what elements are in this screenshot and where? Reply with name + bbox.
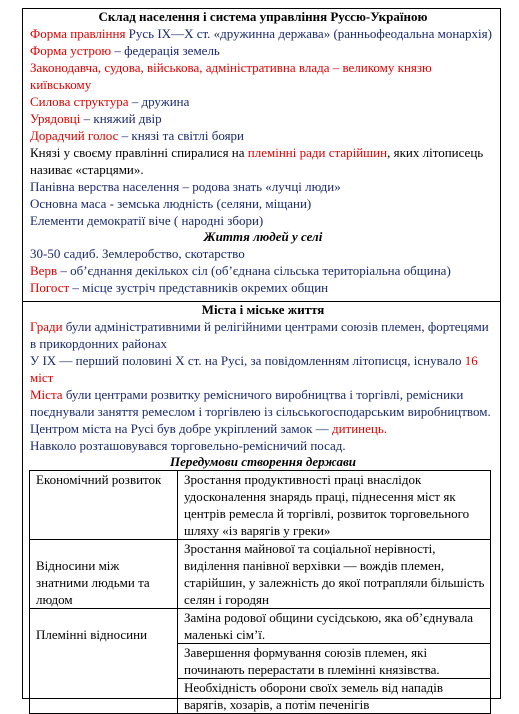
table-row: [30, 540, 491, 609]
row-grady: Гради були адміністративними й релігійними центрами союзів племен, фортецями в прикордонних районах: [30, 319, 489, 351]
cities-and-prerequisites-box: [22, 302, 501, 712]
table-cell-right: Зростання продуктивності праці внаслідок удосконалення знарядь праці, піднесення міст як центрів ремесла й торгівлі, розвиток торговельного шляху «із варягів у греки»: [178, 471, 491, 540]
prerequisites-table: [29, 470, 491, 714]
label-form-of-government: Форма правління: [30, 26, 126, 41]
table-cell-right: Завершення формування союзів племен, які починають перерастати в племінні князівства.: [178, 644, 491, 679]
section-title-composition: Склад населення і система управління Руссю-Україною: [98, 9, 428, 24]
row-form-of-structure: Форма устрою – федерація земель: [30, 43, 220, 58]
table-cell-right: Заміна родової общини сусідською, яка об’єднувала маленькі сім’ї.: [178, 609, 491, 644]
row-homesteads: 30-50 садиб. Землеробство, скотарство: [30, 246, 245, 261]
row-officials: Урядовці – княжий двір: [30, 111, 162, 126]
table-cell-left: Економічний розвиток: [30, 471, 178, 540]
table-cell-right: Необхідність оборони своїх земель від нападів варягів, хозарів, а потім печенігів: [178, 679, 491, 714]
row-main-mass: Основна маса - земська людність (селяни, міщани): [30, 196, 312, 211]
row-ruling-stratum: Панівна верства населення – родова знать «лучці люди»: [30, 179, 341, 194]
document-page: [22, 8, 501, 712]
row-cities-centers: Міста були центрами розвитку ремісничого виробництва і торгівлі, ремісники поєднували заняття ремеслом і торгівлею із сільськогосподарським виробництвом.: [30, 387, 491, 419]
row-16-cities: У IX — перший половині X ст. на Русі, за повідомленням літописця, існувало 16 міст: [30, 353, 478, 385]
section-title-village: Життя людей у селі: [203, 229, 323, 244]
table-cell-left: Племінні відносини: [30, 609, 178, 714]
row-power: Законодавча, судова, військова, адміністративна влада – великому князю київському: [30, 60, 432, 92]
row-democracy: Елементи демократії віче ( народні збори): [30, 213, 264, 228]
row-advisory-voice: Дорадчий голос – князі та світлі бояри: [30, 128, 245, 143]
row-force-structure: Силова структура – дружина: [30, 94, 190, 109]
section-title-cities: Міста і міське життя: [201, 302, 325, 317]
section-title-prerequisites: Передумови створення держави: [169, 454, 357, 469]
table-row: [30, 471, 491, 540]
row-posad: Навколо розташовувався торговельно-ремісничий посад.: [30, 438, 346, 453]
composition-and-village-box: [22, 8, 501, 302]
table-row: [30, 609, 491, 644]
row-verv: Верв – об’єднання декількох сіл (об’єднана сільська територіальна община): [30, 263, 451, 278]
row-pogost: Погост – місце зустріч представників окремих общин: [30, 280, 329, 295]
row-princes-councils: Князі у своєму правлінні спиралися на племінні ради старійшин, яких літописець називає «старцями».: [30, 145, 484, 177]
table-cell-right: Зростання майнової та соціальної нерівності, виділення панівної верхівки — вождів племен, старійшин, у залежність до якої потрапляли більшість селян і городян: [178, 540, 491, 609]
row-dytynets: Центром міста на Русі був добре укріплений замок — дитинець.: [30, 421, 388, 436]
table-cell-left: Відносини між знатними людьми та людом: [30, 540, 178, 609]
row-form-of-government: Форма правління Русь IX—X ст. «дружинна держава» (ранньофеодальна монархія): [30, 26, 492, 41]
